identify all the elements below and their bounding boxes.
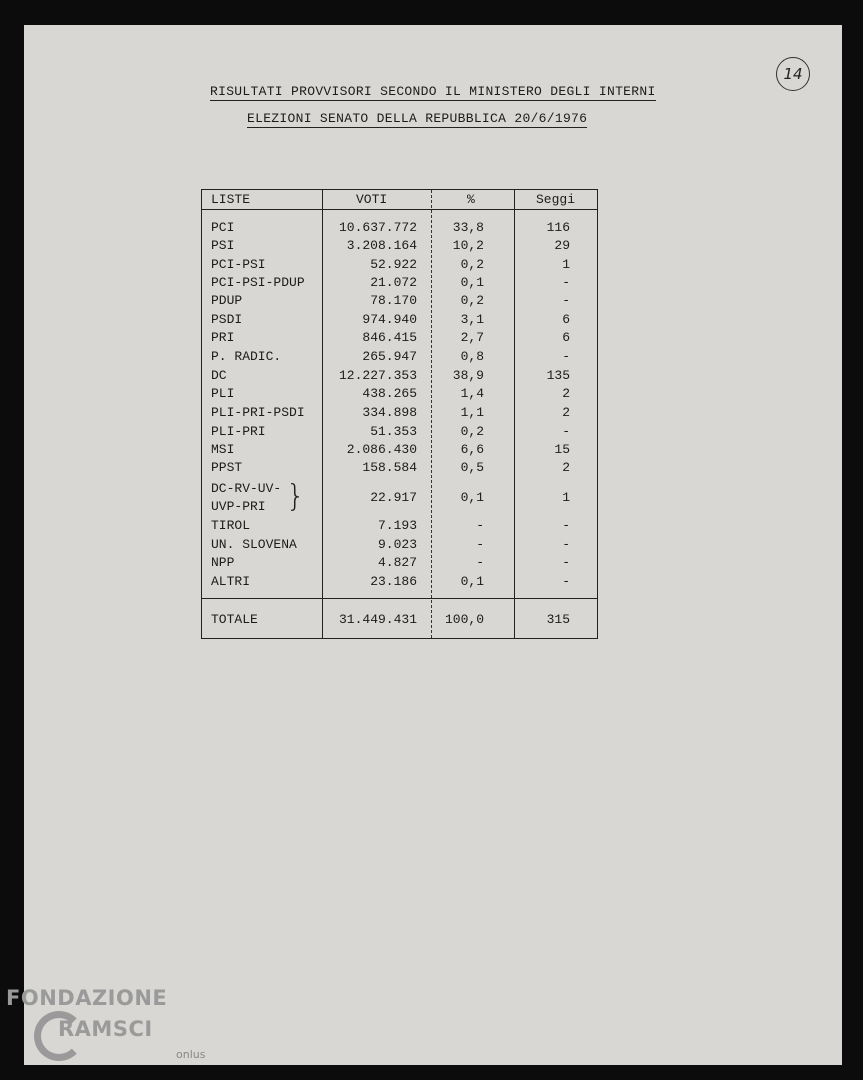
list-name: PSI [211, 238, 235, 253]
results-table [201, 189, 598, 639]
votes: 22.917 [370, 490, 417, 505]
table-row [202, 274, 597, 292]
header-pct: % [467, 192, 475, 207]
heading-line-1: RISULTATI PROVVISORI SECONDO IL MINISTERO DEGLI INTERNI [210, 84, 656, 99]
percent: 1,1 [460, 405, 484, 420]
percent: 0,8 [460, 349, 484, 364]
table-row [202, 536, 597, 554]
total-label: TOTALE [211, 612, 258, 627]
header-divider [202, 209, 597, 210]
seats: - [562, 293, 570, 308]
seats: 1 [562, 490, 570, 505]
table-row [202, 367, 597, 385]
list-name-line-2: UVP-PRI [211, 499, 266, 514]
total-votes: 31.449.431 [338, 612, 417, 627]
percent: 0,2 [460, 257, 484, 272]
total-seats: 315 [546, 612, 570, 627]
percent: 0,2 [460, 293, 484, 308]
votes: 10.637.772 [338, 220, 417, 235]
header-seggi: Seggi [536, 192, 576, 207]
list-name: TIROL [211, 518, 251, 533]
votes: 158.584 [362, 460, 417, 475]
votes: 4.827 [377, 555, 417, 570]
seats: 2 [562, 386, 570, 401]
table-row [202, 441, 597, 459]
list-name: PPST [211, 460, 243, 475]
list-name: UN. SLOVENA [211, 537, 297, 552]
seats: 6 [562, 312, 570, 327]
seats: - [562, 518, 570, 533]
table-row [202, 256, 597, 274]
page-number: 14 [776, 57, 810, 91]
list-name: PRI [211, 330, 235, 345]
brace-mark: } [286, 479, 306, 514]
seats: - [562, 275, 570, 290]
votes: 3.208.164 [346, 238, 417, 253]
seats: 116 [546, 220, 570, 235]
table-row [202, 292, 597, 310]
list-name: PLI-PRI-PSDI [211, 405, 305, 420]
percent: 0,1 [460, 490, 484, 505]
votes: 7.193 [377, 518, 417, 533]
seats: 6 [562, 330, 570, 345]
seats: 135 [546, 368, 570, 383]
table-row [202, 480, 597, 516]
total-divider [202, 598, 597, 599]
votes: 974.940 [362, 312, 417, 327]
votes: 846.415 [362, 330, 417, 345]
percent: 2,7 [460, 330, 484, 345]
list-name: PLI-PRI [211, 424, 266, 439]
percent: - [476, 555, 484, 570]
watermark-line-1: FONDAZIONE [6, 986, 168, 1010]
list-name: PLI [211, 386, 235, 401]
table-row [202, 459, 597, 477]
votes: 2.086.430 [346, 442, 417, 457]
votes: 265.947 [362, 349, 417, 364]
votes: 334.898 [362, 405, 417, 420]
watermark-line-2: RAMSCI [58, 1017, 153, 1041]
seats: - [562, 349, 570, 364]
votes: 51.353 [370, 424, 417, 439]
list-name: PSDI [211, 312, 243, 327]
total-percent: 100,0 [444, 612, 484, 627]
list-name: DC [211, 368, 227, 383]
table-row [202, 329, 597, 347]
watermark-logo [6, 986, 206, 1061]
list-name: PDUP [211, 293, 243, 308]
table-row [202, 237, 597, 255]
votes: 21.072 [370, 275, 417, 290]
header-voti: VOTI [356, 192, 388, 207]
percent: - [476, 518, 484, 533]
heading-line-2: ELEZIONI SENATO DELLA REPUBBLICA 20/6/1976 [247, 111, 588, 126]
percent: 1,4 [460, 386, 484, 401]
seats: 2 [562, 460, 570, 475]
seats: - [562, 537, 570, 552]
table-row [202, 517, 597, 535]
votes: 52.922 [370, 257, 417, 272]
percent: 33,8 [452, 220, 484, 235]
percent: 6,6 [460, 442, 484, 457]
percent: - [476, 537, 484, 552]
votes: 78.170 [370, 293, 417, 308]
percent: 38,9 [452, 368, 484, 383]
header-liste: LISTE [211, 192, 251, 207]
table-row [202, 554, 597, 572]
votes: 9.023 [377, 537, 417, 552]
list-name: PCI [211, 220, 235, 235]
seats: 15 [554, 442, 570, 457]
percent: 0,5 [460, 460, 484, 475]
watermark-line-3: onlus [176, 1048, 206, 1061]
table-row [202, 573, 597, 591]
percent: 0,2 [460, 424, 484, 439]
total-row [202, 611, 597, 629]
list-name: PCI-PSI-PDUP [211, 275, 305, 290]
seats: 29 [554, 238, 570, 253]
list-name: ALTRI [211, 574, 251, 589]
list-name: NPP [211, 555, 235, 570]
list-name-line-1: DC-RV-UV- [211, 481, 282, 496]
seats: 2 [562, 405, 570, 420]
table-row [202, 404, 597, 422]
list-name: P. RADIC. [211, 349, 282, 364]
percent: 10,2 [452, 238, 484, 253]
table-row [202, 348, 597, 366]
seats: 1 [562, 257, 570, 272]
table-row [202, 219, 597, 237]
votes: 23.186 [370, 574, 417, 589]
list-name: MSI [211, 442, 235, 457]
table-row [202, 423, 597, 441]
votes: 12.227.353 [338, 368, 417, 383]
list-name: PCI-PSI [211, 257, 266, 272]
seats: - [562, 574, 570, 589]
table-row [202, 311, 597, 329]
votes: 438.265 [362, 386, 417, 401]
percent: 0,1 [460, 574, 484, 589]
table-row [202, 385, 597, 403]
percent: 3,1 [460, 312, 484, 327]
seats: - [562, 424, 570, 439]
percent: 0,1 [460, 275, 484, 290]
seats: - [562, 555, 570, 570]
